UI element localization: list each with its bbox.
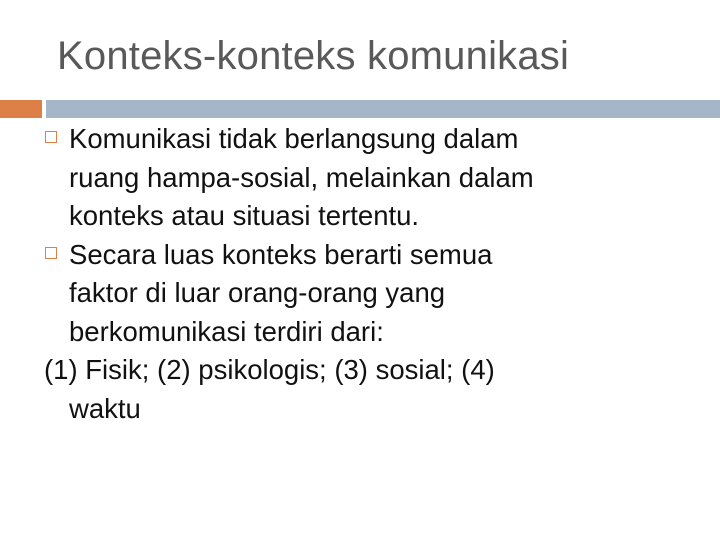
list-line: waktu: [69, 392, 141, 424]
bullet-line: konteks atau situasi tertentu.: [69, 200, 420, 231]
list-line: (1) Fisik; (2) psikologis; (3) sosial; (4): [44, 354, 495, 385]
bullet-line: ruang hampa-sosial, melainkan dalam: [69, 161, 534, 193]
slide-title: Konteks-konteks komunikasi: [57, 34, 570, 78]
bullet-line: Komunikasi tidak berlangsung dalam: [69, 123, 519, 154]
bullet-line: faktor di luar orang-orang yang: [69, 277, 446, 308]
bullet-line: berkomunikasi terdiri dari:: [69, 315, 384, 347]
slide-content: [44, 120, 704, 428]
accent-bar-orange: [0, 100, 42, 118]
context-types-list: [44, 351, 704, 428]
bullet-item: [44, 120, 704, 236]
bullet-line: Secara luas konteks berarti semua: [69, 238, 493, 270]
square-bullet-icon: [45, 131, 57, 143]
bullet-item: [44, 236, 704, 352]
square-bullet-icon: [45, 247, 57, 259]
accent-bar-blue-gray: [46, 100, 720, 118]
